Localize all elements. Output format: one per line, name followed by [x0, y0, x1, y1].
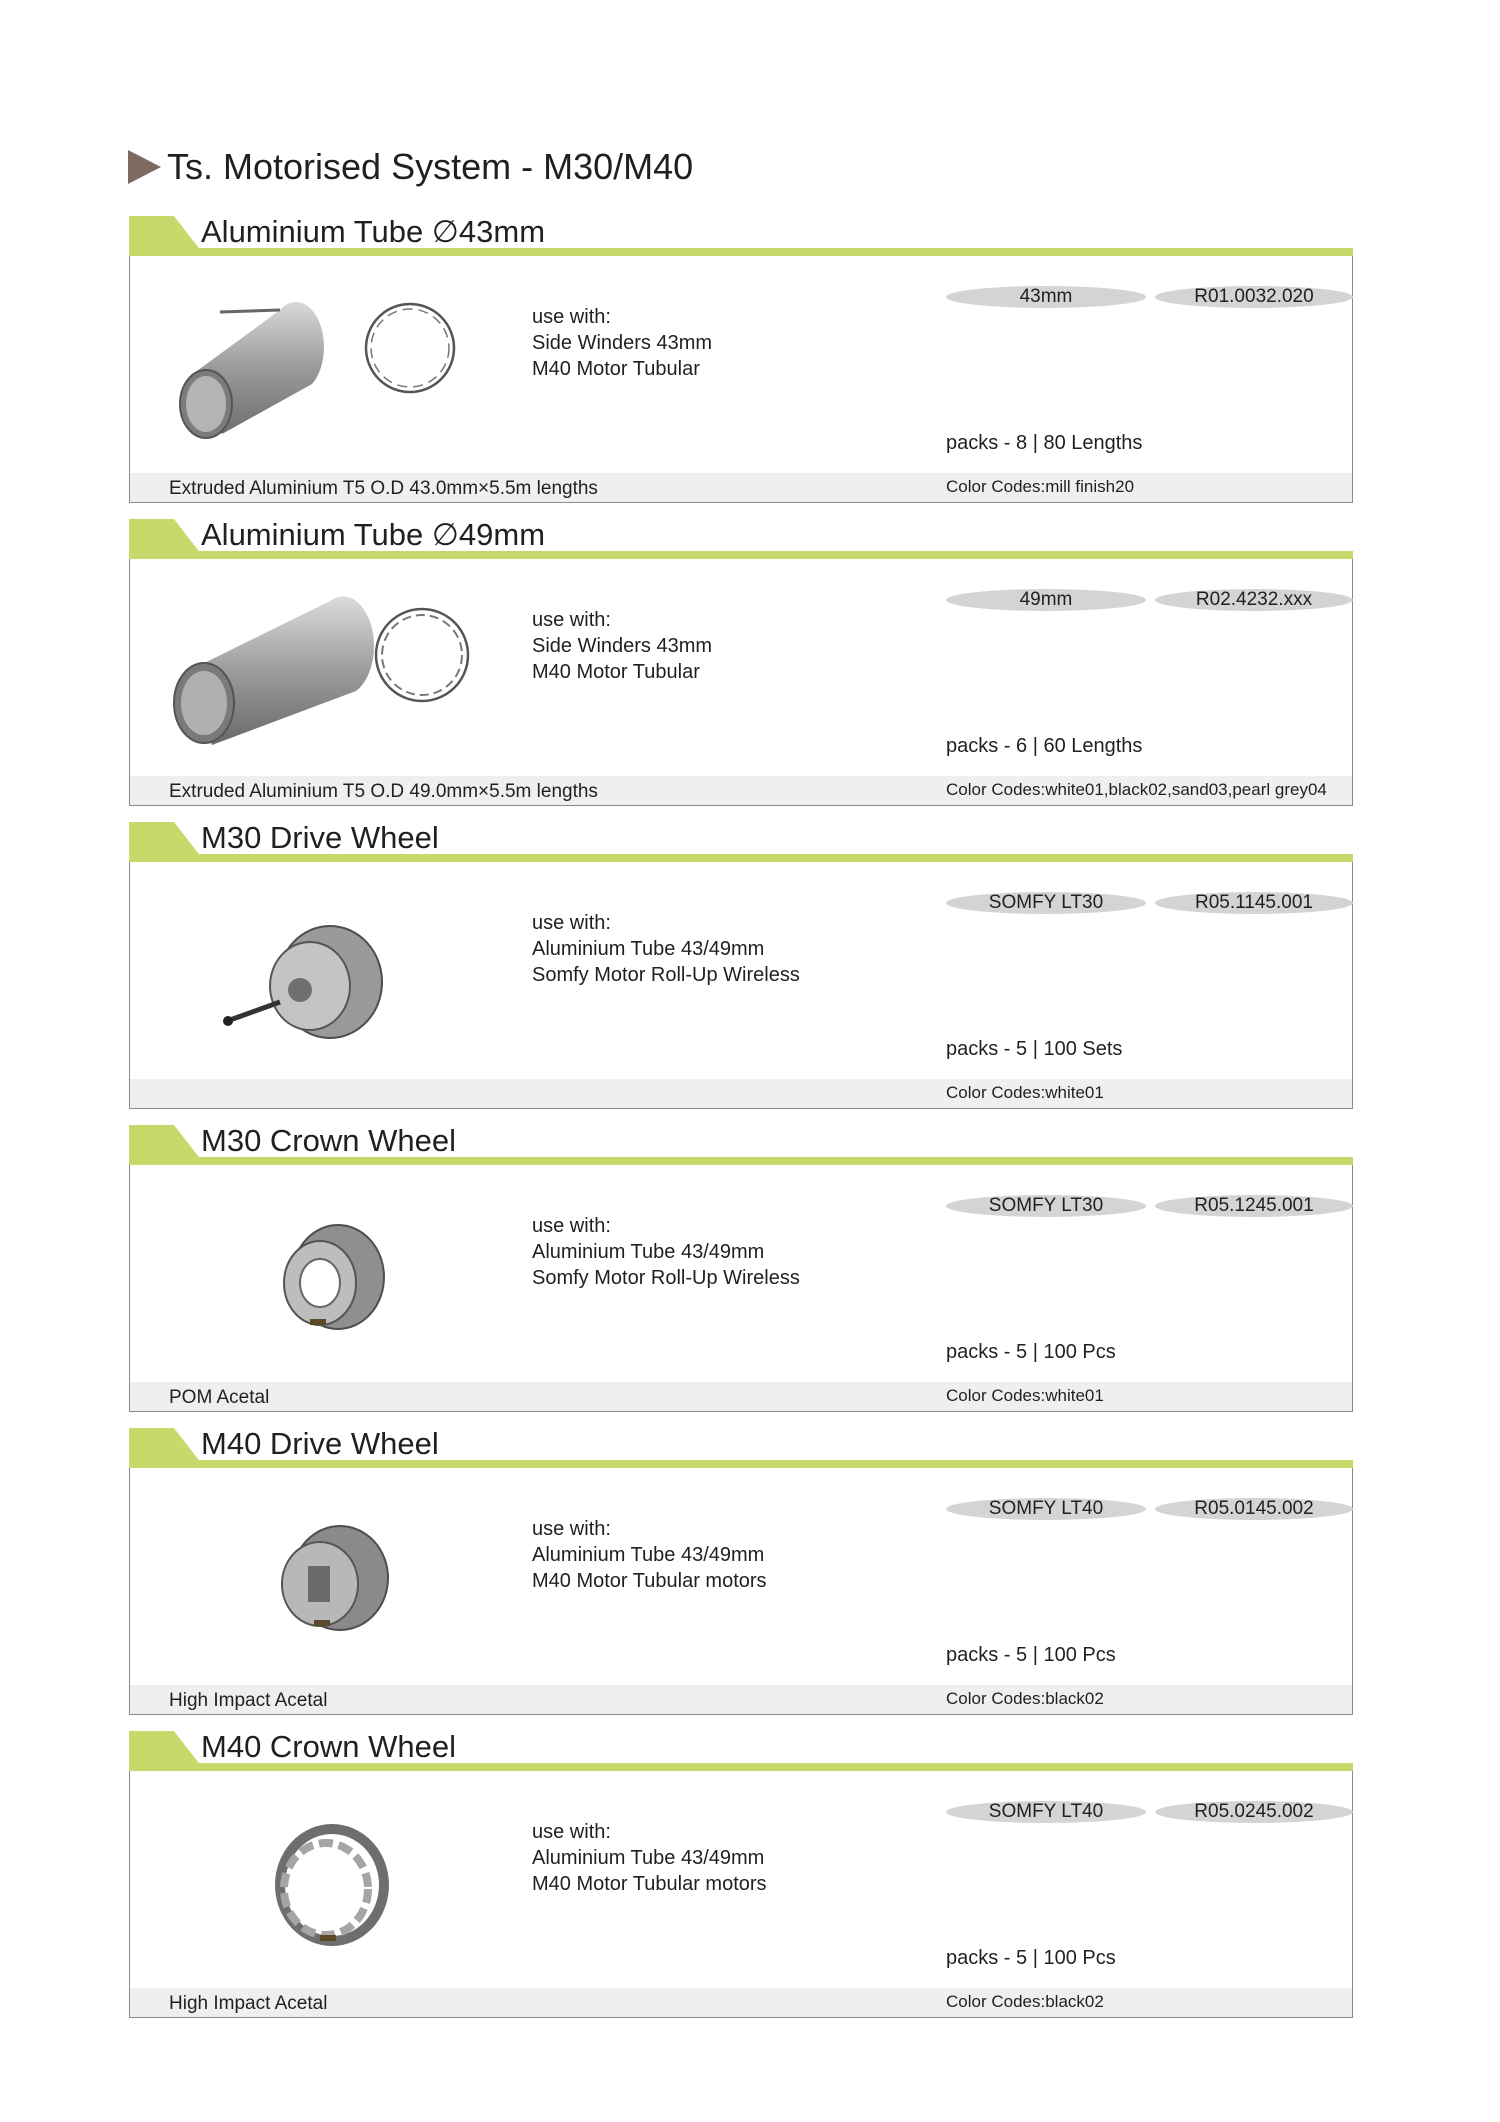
aluminium-tube-49-image: [160, 587, 500, 745]
triangle-bullet-icon: [128, 150, 161, 184]
color-codes: Color Codes:white01,black02,sand03,pearl grey04: [946, 780, 1327, 799]
section-body: [129, 1771, 1353, 2018]
use-with-item: Somfy Motor Roll-Up Wireless: [532, 1267, 800, 1289]
packs-info: packs - 5 | 100 Pcs: [946, 1947, 1116, 1969]
use-with-list: [532, 910, 800, 988]
spec-badge: SOMFY LT30: [946, 892, 1146, 914]
product-section-m30-drive-wheel: [129, 822, 1353, 1109]
section-body: [129, 256, 1353, 503]
use-with-item: M40 Motor Tubular motors: [532, 1570, 767, 1592]
use-with-list: [532, 607, 712, 685]
packs-info: packs - 5 | 100 Pcs: [946, 1341, 1116, 1363]
spec-badge: SOMFY LT40: [946, 1801, 1146, 1823]
section-body: [129, 1165, 1353, 1412]
color-codes: Color Codes:white01: [946, 1386, 1104, 1405]
spec-badge: SOMFY LT30: [946, 1195, 1146, 1217]
section-header: [129, 216, 1353, 256]
section-title: M40 Drive Wheel: [201, 1426, 439, 1461]
m40-crown-wheel-image: [160, 1799, 500, 1957]
m30-crown-wheel-image: [160, 1193, 500, 1351]
color-codes: Color Codes:white01: [946, 1083, 1104, 1102]
product-code-badge: R05.1145.001: [1155, 892, 1353, 914]
m30-drive-wheel-image: [160, 890, 500, 1048]
use-with-item: Aluminium Tube 43/49mm: [532, 938, 765, 960]
use-with-item: M40 Motor Tubular motors: [532, 1873, 767, 1895]
use-with-item: M40 Motor Tubular: [532, 358, 700, 380]
use-with-item: Aluminium Tube 43/49mm: [532, 1544, 765, 1566]
use-with-label: use with:: [532, 1215, 611, 1237]
section-body: [129, 559, 1353, 806]
section-header: [129, 519, 1353, 559]
product-section-m30-crown-wheel: [129, 1125, 1353, 1412]
use-with-item: Somfy Motor Roll-Up Wireless: [532, 964, 800, 986]
color-codes: Color Codes:black02: [946, 1992, 1104, 2011]
spec-badge: SOMFY LT40: [946, 1498, 1146, 1520]
footer-band: [130, 1685, 1352, 1714]
section-title: Aluminium Tube ∅43mm: [201, 214, 546, 249]
product-section-tube-49: [129, 519, 1353, 806]
use-with-list: [532, 1213, 800, 1291]
use-with-item: Side Winders 43mm: [532, 635, 713, 657]
page-title: [128, 142, 693, 192]
footer-band: [130, 776, 1352, 805]
section-header: [129, 1428, 1353, 1468]
product-section-m40-drive-wheel: [129, 1428, 1353, 1715]
m40-drive-wheel-image: [160, 1496, 500, 1654]
product-code-badge: R05.0245.002: [1155, 1801, 1353, 1823]
footer-band: [130, 473, 1352, 502]
use-with-item: Side Winders 43mm: [532, 332, 713, 354]
section-header: [129, 1125, 1353, 1165]
use-with-list: [532, 1819, 767, 1897]
product-code-badge: R05.0145.002: [1155, 1498, 1353, 1520]
section-body: [129, 1468, 1353, 1715]
use-with-label: use with:: [532, 609, 611, 631]
material-text: Extruded Aluminium T5 O.D 43.0mm×5.5m lengths: [169, 478, 598, 499]
use-with-label: use with:: [532, 912, 611, 934]
use-with-item: Aluminium Tube 43/49mm: [532, 1241, 765, 1263]
aluminium-tube-43-image: [160, 284, 500, 442]
section-title: M40 Crown Wheel: [201, 1729, 456, 1764]
product-code-badge: R02.4232.xxx: [1155, 589, 1353, 611]
spec-badge: 43mm: [946, 286, 1146, 308]
material-text: Extruded Aluminium T5 O.D 49.0mm×5.5m lengths: [169, 781, 598, 802]
page-title-text: Ts. Motorised System - M30/M40: [167, 146, 694, 187]
packs-info: packs - 6 | 60 Lengths: [946, 735, 1143, 757]
material-text: High Impact Acetal: [169, 1690, 328, 1711]
product-code-badge: R05.1245.001: [1155, 1195, 1353, 1217]
packs-info: packs - 8 | 80 Lengths: [946, 432, 1143, 454]
section-title: M30 Drive Wheel: [201, 820, 439, 855]
use-with-list: [532, 1516, 767, 1594]
use-with-label: use with:: [532, 1821, 611, 1843]
product-section-tube-43: [129, 216, 1353, 503]
use-with-item: M40 Motor Tubular: [532, 661, 700, 683]
material-text: POM Acetal: [169, 1387, 270, 1408]
packs-info: packs - 5 | 100 Sets: [946, 1038, 1123, 1060]
footer-band: [130, 1079, 1352, 1108]
use-with-item: Aluminium Tube 43/49mm: [532, 1847, 765, 1869]
packs-info: packs - 5 | 100 Pcs: [946, 1644, 1116, 1666]
section-title: M30 Crown Wheel: [201, 1123, 456, 1158]
section-title: Aluminium Tube ∅49mm: [201, 517, 546, 552]
footer-band: [130, 1988, 1352, 2017]
product-section-m40-crown-wheel: [129, 1731, 1353, 2018]
use-with-list: [532, 304, 712, 382]
footer-band: [130, 1382, 1352, 1411]
section-header: [129, 822, 1353, 862]
product-code-badge: R01.0032.020: [1155, 286, 1353, 308]
section-header: [129, 1731, 1353, 1771]
use-with-label: use with:: [532, 306, 611, 328]
section-body: [129, 862, 1353, 1109]
material-text: High Impact Acetal: [169, 1993, 328, 2014]
use-with-label: use with:: [532, 1518, 611, 1540]
spec-badge: 49mm: [946, 589, 1146, 611]
color-codes: Color Codes:black02: [946, 1689, 1104, 1708]
color-codes: Color Codes:mill finish20: [946, 477, 1135, 496]
